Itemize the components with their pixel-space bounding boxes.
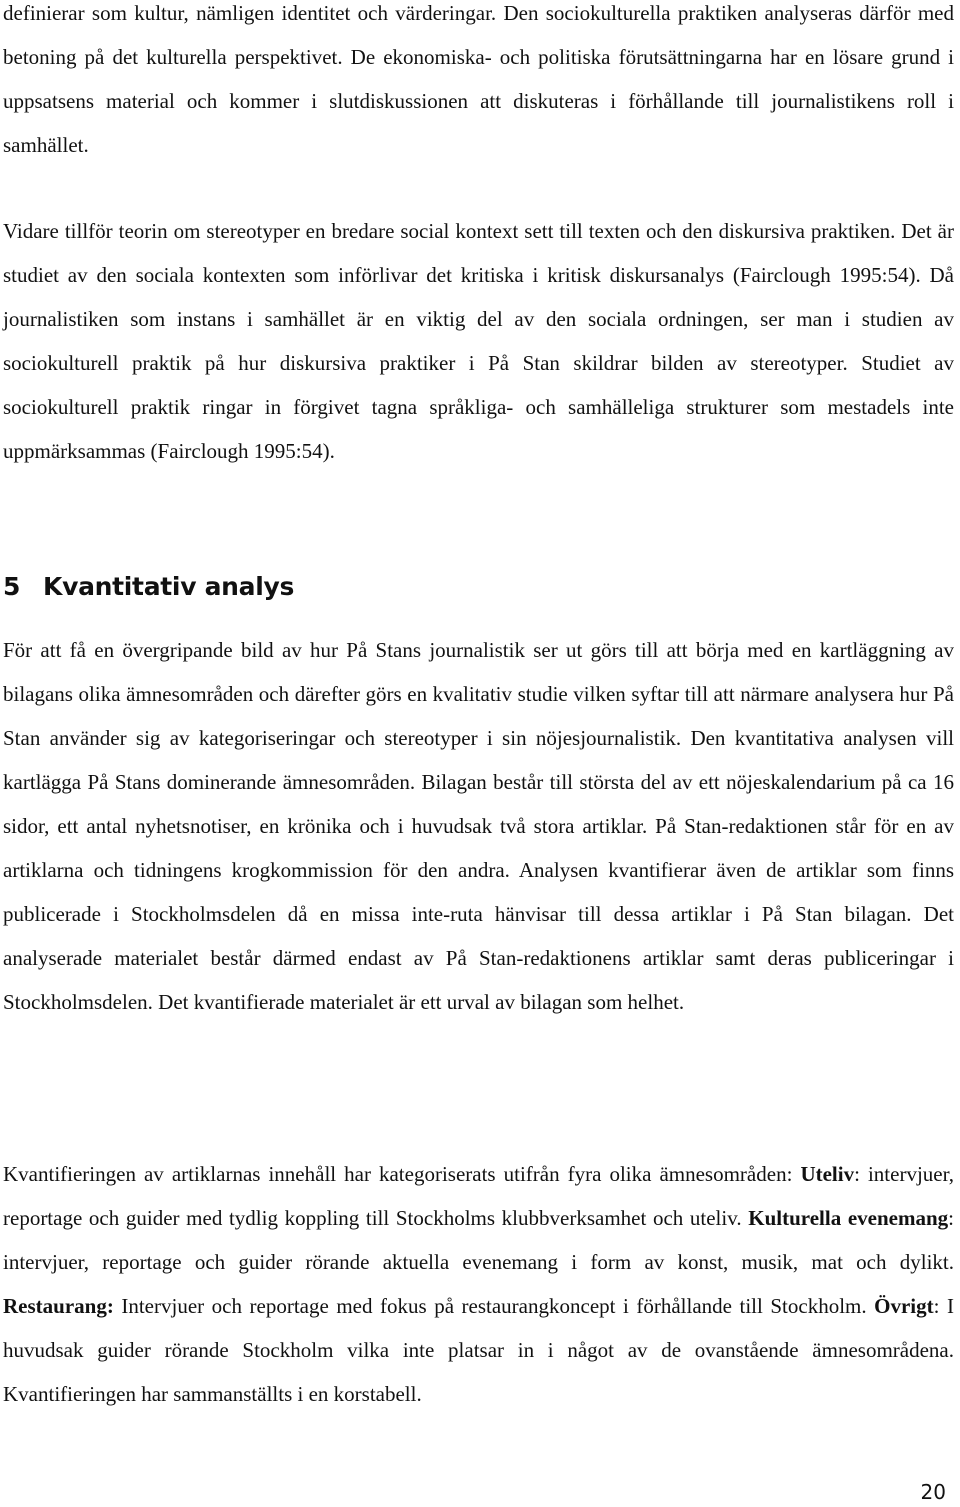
category-term: Uteliv — [800, 1162, 855, 1186]
theory-paragraph: Vidare tillför teorin om stereotyper en bredare social kontext sett till texten och den diskursiva praktiken. Det är studiet av den sociala kontexten som införlivar det kritiska i kritisk diskursanalys (Fairclough 1995:54). Då journalistiken som instans i samhället är en viktig del av den sociala ordningen, ser man i studien av sociokulturell praktik på hur diskursiva praktiker i På Stan skildrar bilden av stereotyper. Studiet av sociokulturell praktik ringar in förgivet tagna språkliga- och samhälleliga strukturer som mestadels inte uppmärksammas (Fairclough 1995:54). — [3, 219, 954, 463]
analysis-paragraph: För att få en övergripande bild av hur På Stans journalistik ser ut görs till att börja med en kartläggning av bilagans olika ämnesområden och därefter görs en kvalitativ studie vilken syftar till att närmare analysera hur På Stan använder sig av kategoriseringar och stereotyper i sin nöjesjournalistik. Den kvantitativa analysen vill kartlägga På Stans dominerande ämnesområden. Bilagan består till största del av ett nöjeskalendarium på ca 16 sidor, ett antal nyhetsnotiser, en krönika och i huvudsak två stora artiklar. På Stan-redaktionen står för en av artiklarna och tidningens krogkommission för den andra. Analysen kvantifierar även de artiklar som finns publicerade i Stockholmsdelen då en missa inte-ruta hänvisar till dessa artiklar i På Stan bilagan. Det analyserade materialet består därmed endast av På Stan-redaktionens artiklar samt deras publiceringar i Stockholmsdelen. Det kvantifierade materialet är ett urval av bilagan som helhet. — [3, 638, 954, 1014]
section-number: 5 — [3, 572, 21, 601]
category-term: Restaurang: — [3, 1294, 114, 1318]
category-term: Kulturella evenemang — [748, 1206, 949, 1230]
section-heading — [3, 572, 294, 601]
category-term: Övrigt — [874, 1294, 934, 1318]
category-restaurang — [3, 1294, 867, 1318]
category-definition: Intervjuer och reportage med fokus på restaurangkoncept i förhållande till Stockholm. — [113, 1294, 867, 1318]
category-definition: intervjuer, reportage och guider rörande aktuella evenemang i form av konst, musik, mat och dylikt. — [3, 1250, 954, 1274]
intro-paragraph: definierar som kultur, nämligen identitet och värderingar. Den sociokulturella praktiken analyseras därför med betoning på det kulturella perspektivet. De ekonomiska- och politiska förutsättningarna har en lösare grund i uppsatsens material och kommer i slutdiskussionen att diskuteras i förhållande till journalistikens roll i samhället. — [3, 1, 954, 157]
categories-closing: Kvantifieringen har sammanställts i en korstabell. — [3, 1382, 422, 1406]
document-page — [3, 0, 954, 1507]
categories-intro: Kvantifieringen av artiklarnas innehåll har kategoriserats utifrån fyra olika ämnesområden: — [3, 1162, 793, 1186]
page-number: 20 — [920, 1480, 946, 1504]
categories-paragraph — [3, 1152, 954, 1416]
category-separator: : — [948, 1206, 955, 1230]
category-definition: intervjuer, reportage och guider med tydlig koppling till Stockholms klubbverksamhet och uteliv. — [3, 1162, 955, 1230]
category-separator: : — [933, 1294, 940, 1318]
section-title: Kvantitativ analys — [43, 572, 295, 601]
category-definition: I huvudsak guider rörande Stockholm vilka inte platsar in i något av de ovanstående ämnesområdena. — [3, 1294, 955, 1362]
category-separator: : — [854, 1162, 860, 1186]
